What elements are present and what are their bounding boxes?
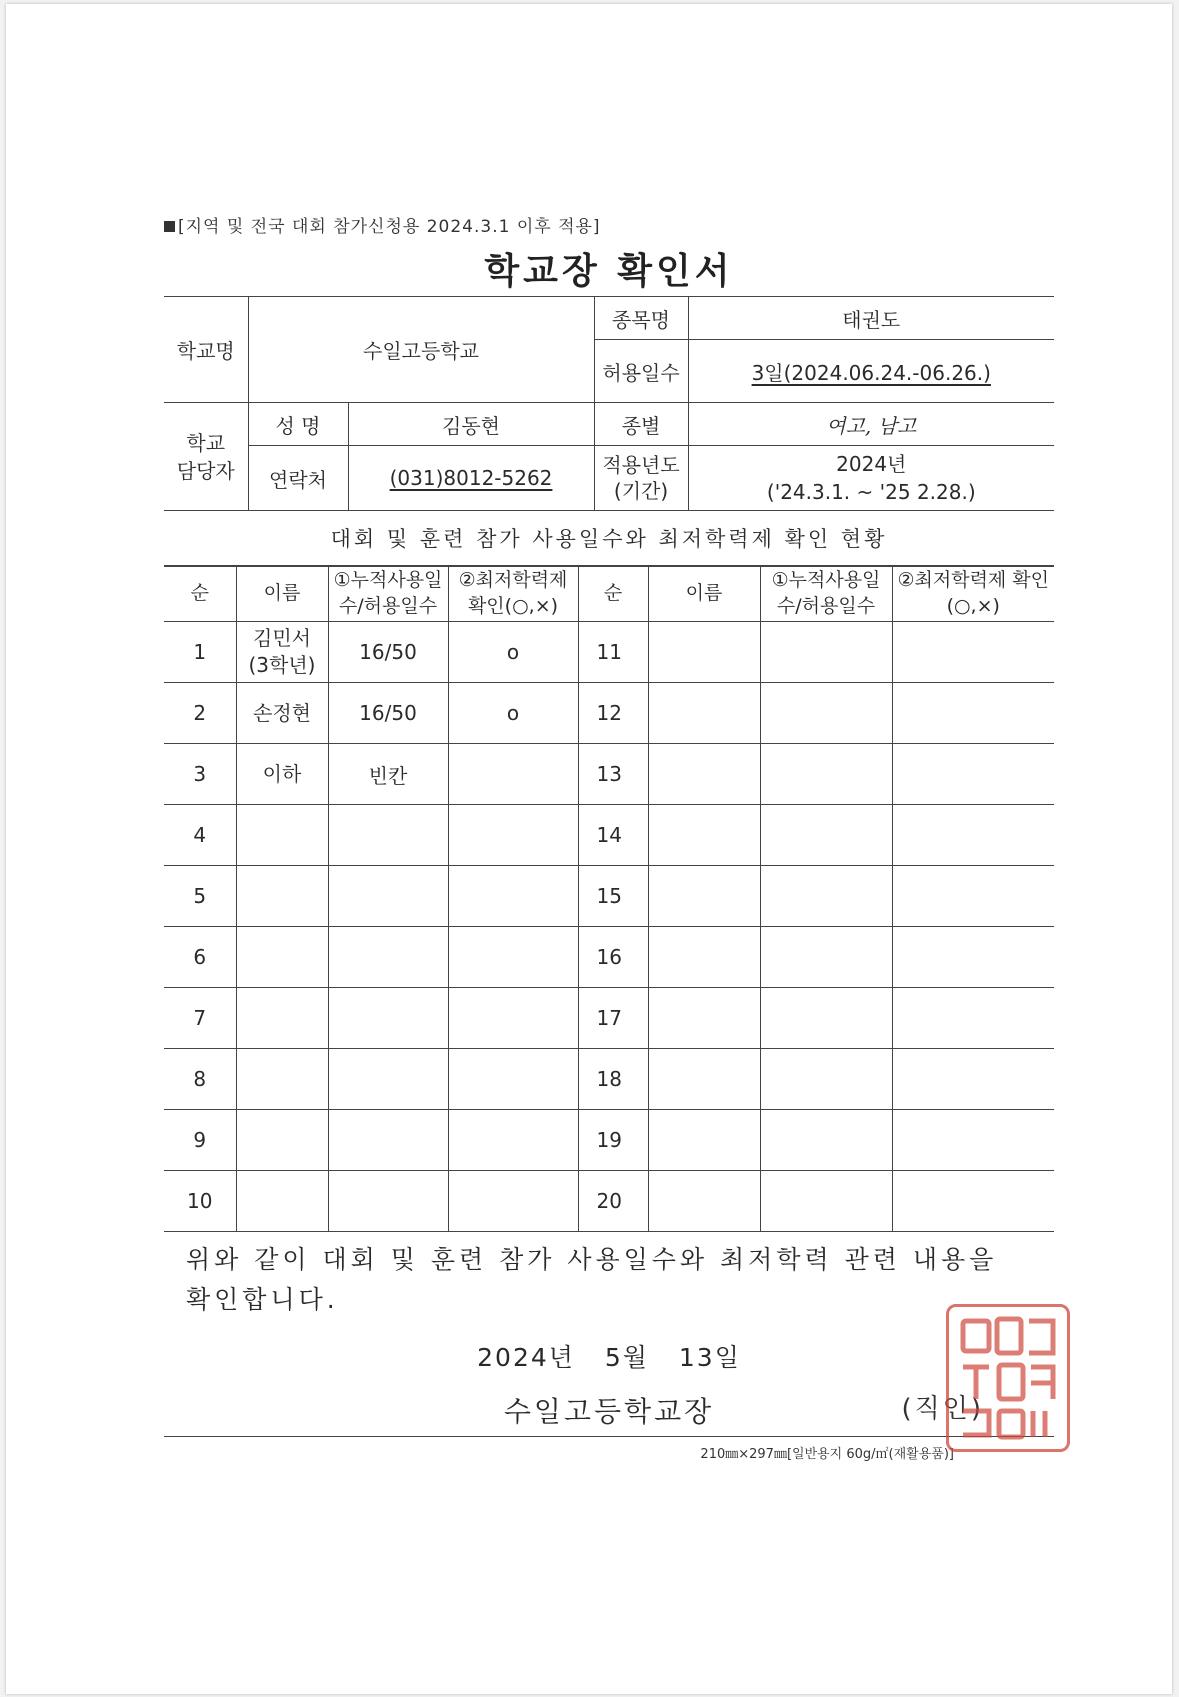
row-grade-2: [892, 744, 1054, 805]
row-name-2: [648, 927, 760, 988]
table-row: [164, 744, 1054, 805]
document-page: [6, 4, 1172, 1694]
certificate-form: [164, 212, 1054, 1462]
type-label: 종별: [594, 403, 688, 446]
row-no-2: 19: [578, 1110, 648, 1171]
row-no: 10: [164, 1171, 236, 1232]
row-grade: o: [448, 683, 578, 744]
row-no: 8: [164, 1049, 236, 1110]
square-bullet-icon: [164, 221, 175, 232]
col-name: 이름: [236, 567, 328, 622]
row-days-2: [760, 1171, 892, 1232]
row-no: 9: [164, 1110, 236, 1171]
days-label: 허용일수: [594, 340, 688, 403]
issue-date: 2024년 5월 13일: [477, 1343, 741, 1372]
row-grade: [448, 744, 578, 805]
table-row: [164, 927, 1054, 988]
phone-value: (031)8012-5262: [348, 446, 594, 511]
row-days: [328, 988, 448, 1049]
row-name: [236, 1110, 328, 1171]
row-no: 5: [164, 866, 236, 927]
row-name-2: [648, 1110, 760, 1171]
row-name-2: [648, 622, 760, 683]
row-days-2: [760, 683, 892, 744]
row-days: [328, 805, 448, 866]
row-grade: o: [448, 622, 578, 683]
row-no-2: 15: [578, 866, 648, 927]
col-grade: ②최저학력제 확인(○,×): [448, 567, 578, 622]
contact-label: 학교 담당자: [164, 403, 248, 511]
row-no: 4: [164, 805, 236, 866]
row-name-2: [648, 683, 760, 744]
row-name: [236, 988, 328, 1049]
info-table: [164, 296, 1054, 566]
event-value: 태권도: [688, 297, 1054, 340]
seal-pattern-icon: [949, 1307, 1067, 1449]
confirmation-statement: 위와 같이 대회 및 훈련 참가 사용일수와 최저학력 관련 내용을 확인합니다.: [186, 1245, 998, 1314]
row-grade-2: [892, 1049, 1054, 1110]
year-label: 적용년도 (기간): [594, 446, 688, 511]
row-days: [328, 927, 448, 988]
row-days-2: [760, 988, 892, 1049]
row-days: [328, 1049, 448, 1110]
table-row: [164, 1171, 1054, 1232]
section-title: 대회 및 훈련 참가 사용일수와 최저학력제 확인 현황: [164, 511, 1054, 566]
row-days: 빈칸: [328, 744, 448, 805]
row-name: [236, 1171, 328, 1232]
row-no-2: 20: [578, 1171, 648, 1232]
row-grade: [448, 1049, 578, 1110]
row-days-2: [760, 866, 892, 927]
row-no-2: 11: [578, 622, 648, 683]
row-days: [328, 1110, 448, 1171]
row-days-2: [760, 805, 892, 866]
row-days: [328, 1171, 448, 1232]
row-grade-2: [892, 927, 1054, 988]
row-grade: [448, 988, 578, 1049]
seal-label: (직인): [901, 1394, 984, 1424]
type-value: 여고, 남고: [688, 403, 1054, 446]
row-no-2: 12: [578, 683, 648, 744]
row-name: 이하: [236, 744, 328, 805]
row-name: [236, 1049, 328, 1110]
table-body: [164, 622, 1054, 1232]
year-cell: [688, 446, 1054, 511]
table-row: [164, 988, 1054, 1049]
days-value: 3일(2024.06.24.-06.26.): [688, 340, 1054, 403]
row-grade-2: [892, 988, 1054, 1049]
row-name-2: [648, 1171, 760, 1232]
row-days-2: [760, 927, 892, 988]
year-value: 2024년: [836, 452, 907, 476]
row-no: 6: [164, 927, 236, 988]
col-no-2: 순: [578, 567, 648, 622]
row-name: [236, 866, 328, 927]
table-row: [164, 1110, 1054, 1171]
school-label: 학교명: [164, 297, 248, 403]
page-title: 학교장 확인서: [484, 251, 734, 292]
row-name-2: [648, 805, 760, 866]
row-no: 1: [164, 622, 236, 683]
row-grade: [448, 1171, 578, 1232]
table-row: [164, 1049, 1054, 1110]
row-grade: [448, 927, 578, 988]
col-no: 순: [164, 567, 236, 622]
row-grade-2: [892, 866, 1054, 927]
row-grade-2: [892, 1110, 1054, 1171]
row-name-2: [648, 1049, 760, 1110]
event-label: 종목명: [594, 297, 688, 340]
name-value: 김동현: [348, 403, 594, 446]
row-days-2: [760, 1110, 892, 1171]
row-no: 2: [164, 683, 236, 744]
year-period: ('24.3.1. ~ '25 2.28.): [766, 480, 976, 504]
row-no-2: 16: [578, 927, 648, 988]
status-table: [164, 566, 1054, 1232]
row-name: [236, 805, 328, 866]
row-name-2: [648, 988, 760, 1049]
table-row: [164, 805, 1054, 866]
row-no-2: 17: [578, 988, 648, 1049]
row-grade-2: [892, 683, 1054, 744]
phone-label: 연락처: [248, 446, 348, 511]
row-no-2: 13: [578, 744, 648, 805]
row-grade: [448, 1110, 578, 1171]
row-grade: [448, 805, 578, 866]
table-header-row: [164, 567, 1054, 622]
row-no-2: 14: [578, 805, 648, 866]
col-days-2: ①누적사용일수/허용일수: [760, 567, 892, 622]
row-days-2: [760, 622, 892, 683]
table-row: [164, 683, 1054, 744]
row-name-2: [648, 744, 760, 805]
official-seal-stamp: [946, 1304, 1070, 1452]
col-days: ①누적사용일수/허용일수: [328, 567, 448, 622]
row-grade: [448, 866, 578, 927]
row-days-2: [760, 1049, 892, 1110]
row-grade-2: [892, 805, 1054, 866]
principal-name: 수일고등학교장: [503, 1395, 715, 1428]
col-name-2: 이름: [648, 567, 760, 622]
name-label: 성 명: [248, 403, 348, 446]
signature-line: [164, 1390, 1054, 1437]
row-days: 16/50: [328, 683, 448, 744]
row-days: 16/50: [328, 622, 448, 683]
row-days-2: [760, 744, 892, 805]
header-note: [164, 212, 1054, 237]
row-grade-2: [892, 622, 1054, 683]
row-grade-2: [892, 1171, 1054, 1232]
row-name: 손정현: [236, 683, 328, 744]
row-no: 7: [164, 988, 236, 1049]
col-grade-2: ②최저학력제 확인(○,×): [892, 567, 1054, 622]
row-no: 3: [164, 744, 236, 805]
school-value: 수일고등학교: [248, 297, 594, 403]
header-note-text: [지역 및 전국 대회 참가신청용 2024.3.1 이후 적용]: [178, 217, 601, 237]
row-no-2: 18: [578, 1049, 648, 1110]
row-days: [328, 866, 448, 927]
paper-spec: 210㎜×297㎜[일반용지 60g/㎡(재활용품)]: [700, 1447, 954, 1462]
table-row: [164, 866, 1054, 927]
table-row: [164, 622, 1054, 683]
row-name-2: [648, 866, 760, 927]
row-name: 김민서 (3학년): [236, 622, 328, 683]
row-name: [236, 927, 328, 988]
